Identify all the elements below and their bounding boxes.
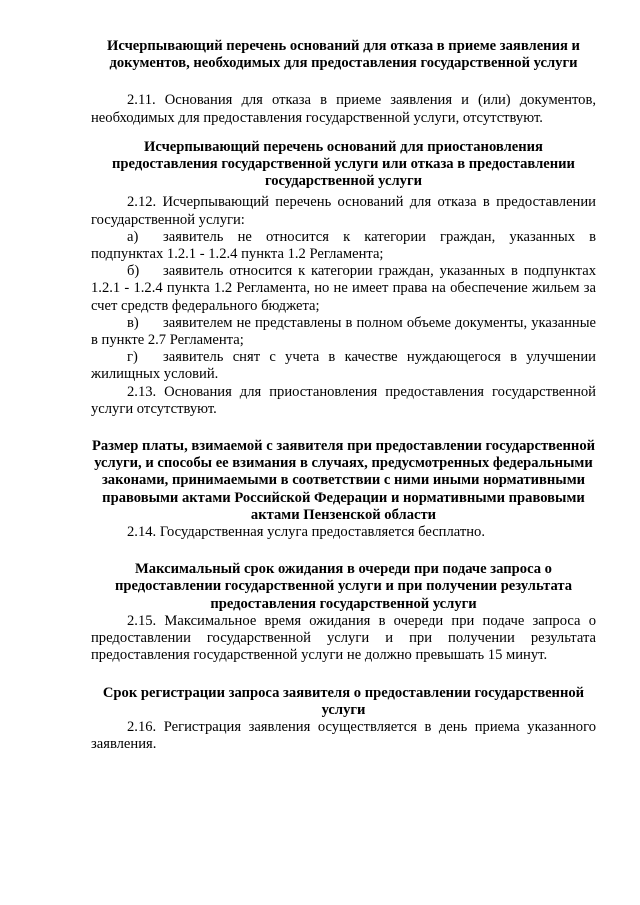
list-item: [91, 229, 596, 263]
list-item: [91, 315, 596, 349]
list-item-text: заявитель не относится к категории граждан, указанных в подпунктах 1.2.1 - 1.2.4 пункта 1.2 Регламента;: [91, 228, 596, 263]
paragraph-2-16: 2.16. Регистрация заявления осуществляется в день приема указанного заявления.: [91, 718, 596, 753]
document-body: [91, 38, 596, 753]
paragraph-2-13: 2.13. Основания для приостановления предоставления государственной услуги отсутствуют.: [91, 383, 596, 417]
heading-queue-time: Максимальный срок ожидания в очереди при подаче запроса о предоставлении государственной услуги и при получении результата предоставления государственной услуги: [114, 561, 573, 612]
list-item: [91, 349, 596, 383]
list-item-letter: б): [127, 263, 140, 280]
paragraph-2-12: 2.12. Исчерпывающий перечень оснований для отказа в предоставлении государственной услуги:: [91, 194, 596, 228]
list-item-text: заявитель снят с учета в качестве нуждающегося в улучшении жилищных условий.: [91, 349, 596, 383]
list-item-text: заявителем не представлены в полном объеме документы, указанные в пункте 2.7 Регламента;: [91, 314, 596, 349]
heading-suspension-grounds: Исчерпывающий перечень оснований для приостановления предоставления государственной услуги или отказа в предоставлении государственной услуги: [112, 138, 575, 190]
paragraph-2-15: 2.15. Максимальное время ожидания в очереди при подаче запроса о предоставлении государственной услуги и при получении результата предоставления государственной услуги не должно превышать 15 минут.: [91, 612, 596, 664]
heading-refusal-grounds: Исчерпывающий перечень оснований для отказа в приеме заявления и документов, необходимых для предоставления государственной услуги: [107, 38, 580, 72]
list-item: [91, 263, 596, 315]
list-item-letter: а): [127, 228, 139, 245]
list-item-text: заявитель относится к категории граждан, указанных в подпунктах 1.2.1 - 1.2.4 пункта 1.2 Регламента, но не имеет права на обеспечение жильем за счет средств федерального бюджета;: [91, 263, 596, 314]
heading-registration-term: Срок регистрации запроса заявителя о предоставлении государственной услуги: [102, 684, 585, 718]
heading-fee: Размер платы, взимаемой с заявителя при предоставлении государственной услуги, и способы ее взимания в случаях, предусмотренных федеральными законами, принимаемыми в соответствии с ними иными нормативными правовыми актами Российской Федерации и нормативными правовыми актами Пензенской области: [91, 438, 596, 523]
list-item-letter: в): [127, 314, 139, 331]
paragraph-2-11: 2.11. Основания для отказа в приеме заявления и (или) документов, необходимых для предоставления государственной услуги, отсутствуют.: [91, 92, 596, 126]
paragraph-2-14: 2.14. Государственная услуга предоставляется бесплатно.: [127, 524, 486, 541]
list-item-letter: г): [127, 349, 138, 366]
